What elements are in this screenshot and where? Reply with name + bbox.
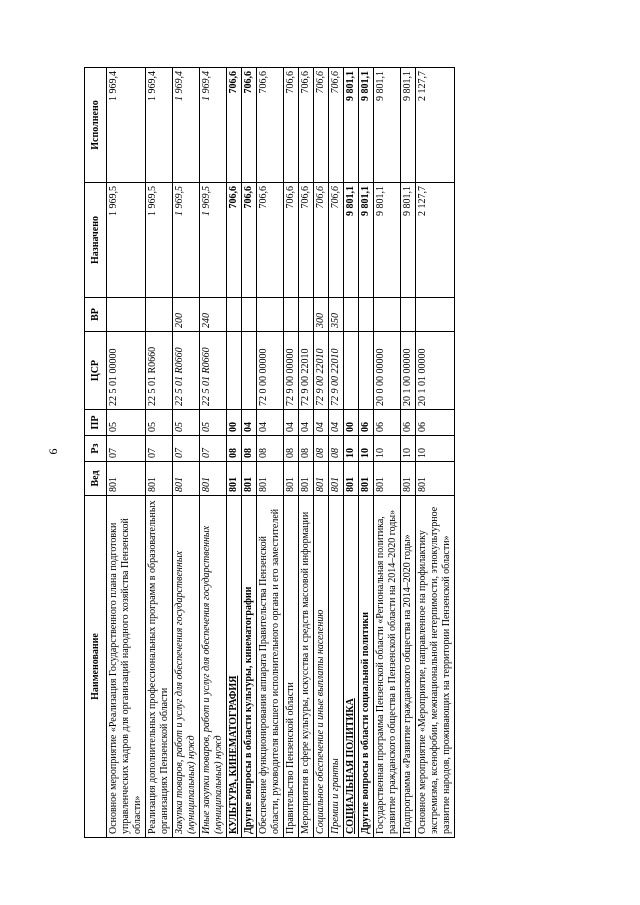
cell-rz: 10 [359,436,374,462]
cell-csr: 22 5 01 R0660 [173,332,200,410]
cell-csr: 72 9 00 00000 [284,332,299,410]
cell-executed: 9 801,1 [344,68,359,183]
cell-rz: 08 [314,436,329,462]
cell-csr: 72 9 00 22010 [329,332,344,410]
cell-pr: 04 [314,410,329,436]
cell-csr: 20 0 00 00000 [374,332,401,410]
cell-vr: 240 [200,298,227,332]
cell-vr [146,298,173,332]
table-row [359,68,374,838]
cell-executed: 9 801,1 [374,68,401,183]
cell-rz: 08 [227,436,242,462]
cell-rz: 08 [329,436,344,462]
cell-pr: 04 [329,410,344,436]
cell-assigned: 1 969,5 [146,183,173,298]
cell-executed: 706,6 [314,68,329,183]
column-header-ved: Вед [85,462,107,496]
cell-executed: 1 969,4 [146,68,173,183]
cell-executed: 706,6 [227,68,242,183]
cell-assigned: 9 801,1 [344,183,359,298]
cell-assigned: 1 969,5 [107,183,146,298]
column-header-name: Наименование [85,496,107,838]
cell-pr: 04 [284,410,299,436]
cell-name: Премии и гранты [329,496,344,838]
column-header-assigned: Назначено [85,183,107,298]
cell-assigned: 706,6 [299,183,314,298]
cell-csr: 72 9 00 22010 [314,332,329,410]
cell-ved: 801 [416,462,455,496]
cell-csr: 20 1 00 00000 [401,332,416,410]
cell-name: Другие вопросы в области социальной политики [359,496,374,838]
cell-name: Социальное обеспечение и иные выплаты населению [314,496,329,838]
cell-vr [257,298,284,332]
header-row [85,68,107,838]
cell-csr [227,332,242,410]
cell-ved: 801 [401,462,416,496]
cell-executed: 9 801,1 [359,68,374,183]
cell-name: СОЦИАЛЬНАЯ ПОЛИТИКА [344,496,359,838]
cell-pr: 04 [299,410,314,436]
cell-pr: 05 [173,410,200,436]
cell-vr: 200 [173,298,200,332]
cell-csr [359,332,374,410]
table-body [107,68,455,838]
cell-executed: 2 127,7 [416,68,455,183]
cell-assigned: 9 801,1 [401,183,416,298]
cell-rz: 07 [146,436,173,462]
cell-rz: 07 [200,436,227,462]
cell-ved: 801 [314,462,329,496]
cell-pr: 06 [416,410,455,436]
column-header-pr: ПР [85,410,107,436]
cell-executed: 1 969,4 [200,68,227,183]
column-header-rz: Рз [85,436,107,462]
cell-csr: 22 5 01 00000 [107,332,146,410]
cell-assigned: 1 969,5 [173,183,200,298]
cell-pr: 04 [242,410,257,436]
column-header-csr: ЦСР [85,332,107,410]
cell-ved: 801 [329,462,344,496]
cell-name: Закупка товаров, работ и услуг для обеспечения государственных (муниципальных) нужд [173,496,200,838]
cell-csr [242,332,257,410]
cell-assigned: 1 969,5 [200,183,227,298]
cell-pr: 05 [146,410,173,436]
cell-executed: 706,6 [257,68,284,183]
cell-name: Другие вопросы в области культуры, кинематографии [242,496,257,838]
table-row [227,68,242,838]
cell-vr [242,298,257,332]
column-header-executed: Исполнено [85,68,107,183]
table-row [344,68,359,838]
cell-executed: 1 969,4 [173,68,200,183]
cell-name: КУЛЬТУРА, КИНЕМАТОГРАФИЯ [227,496,242,838]
cell-csr: 72 0 00 00000 [257,332,284,410]
cell-pr: 05 [107,410,146,436]
cell-rz: 10 [344,436,359,462]
cell-executed: 706,6 [299,68,314,183]
cell-ved: 801 [107,462,146,496]
cell-executed: 706,6 [329,68,344,183]
table-row [146,68,173,838]
cell-ved: 801 [173,462,200,496]
cell-pr: 00 [344,410,359,436]
cell-assigned: 9 801,1 [359,183,374,298]
cell-vr [299,298,314,332]
table-row [200,68,227,838]
cell-ved: 801 [344,462,359,496]
cell-rz: 08 [257,436,284,462]
cell-rz: 08 [242,436,257,462]
cell-ved: 801 [299,462,314,496]
cell-pr: 06 [401,410,416,436]
cell-assigned: 706,6 [227,183,242,298]
cell-vr [359,298,374,332]
cell-ved: 801 [242,462,257,496]
table-row [314,68,329,838]
cell-rz: 07 [173,436,200,462]
cell-vr [107,298,146,332]
cell-assigned: 706,6 [257,183,284,298]
cell-rz: 08 [299,436,314,462]
table-row [416,68,455,838]
cell-vr [344,298,359,332]
cell-ved: 801 [284,462,299,496]
rotated-table-container [84,68,621,838]
cell-pr: 06 [359,410,374,436]
cell-vr [374,298,401,332]
cell-ved: 801 [146,462,173,496]
cell-pr: 06 [374,410,401,436]
cell-assigned: 706,6 [314,183,329,298]
cell-assigned: 2 127,7 [416,183,455,298]
cell-name: Государственная программа Пензенской области «Региональная политика, развитие гражданского общества в Пензенской области на 2014–2020 годы» [374,496,401,838]
cell-ved: 801 [227,462,242,496]
cell-assigned: 9 801,1 [374,183,401,298]
table-row [329,68,344,838]
cell-csr: 20 1 01 00000 [416,332,455,410]
cell-assigned: 706,6 [329,183,344,298]
cell-name: Реализация дополнительных профессиональных программ в образовательных организациях Пензенской области [146,496,173,838]
cell-name: Обеспечение функционирования аппарата Правительства Пензенской области, руководителя высшего исполнительного органа и его заместителей [257,496,284,838]
budget-table [84,67,455,838]
cell-rz: 07 [107,436,146,462]
column-header-vr: ВР [85,298,107,332]
table-row [299,68,314,838]
cell-assigned: 706,6 [242,183,257,298]
table-row [107,68,146,838]
table-row [401,68,416,838]
cell-pr: 00 [227,410,242,436]
cell-ved: 801 [257,462,284,496]
cell-name: Подпрограмма «Развитие гражданского общества на 2014–2020 годы» [401,496,416,838]
cell-ved: 801 [359,462,374,496]
cell-vr [284,298,299,332]
cell-rz: 10 [374,436,401,462]
cell-rz: 10 [401,436,416,462]
cell-name: Основное мероприятие «Мероприятие, направленное на профилактику экстремизма, ксенофобии, межнациональной нетерпимости, этнокультурное развитие народов, проживающих на территории Пензенской области» [416,496,455,838]
cell-csr: 22 5 01 R0660 [200,332,227,410]
table-row [284,68,299,838]
cell-rz: 10 [416,436,455,462]
cell-name: Мероприятия в сфере культуры, искусства и средств массовой информации [299,496,314,838]
cell-executed: 9 801,1 [401,68,416,183]
cell-vr [416,298,455,332]
cell-vr [401,298,416,332]
cell-csr: 22 5 01 R0660 [146,332,173,410]
cell-csr: 72 9 00 22010 [299,332,314,410]
cell-pr: 05 [200,410,227,436]
cell-name: Основное мероприятие «Реализация Государственного плана подготовки управленческих кадров для организаций народного хозяйства Пензенской области» [107,496,146,838]
cell-vr [227,298,242,332]
cell-rz: 08 [284,436,299,462]
cell-executed: 706,6 [284,68,299,183]
cell-pr: 04 [257,410,284,436]
cell-name: Иные закупки товаров, работ и услуг для обеспечения государственных (муниципальных) нужд [200,496,227,838]
cell-vr: 300 [314,298,329,332]
table-row [242,68,257,838]
cell-executed: 706,6 [242,68,257,183]
cell-csr [344,332,359,410]
page-number: 9 [46,448,61,455]
table-row [257,68,284,838]
cell-ved: 801 [200,462,227,496]
cell-assigned: 706,6 [284,183,299,298]
cell-name: Правительство Пензенской области [284,496,299,838]
table-row [173,68,200,838]
cell-vr: 350 [329,298,344,332]
cell-ved: 801 [374,462,401,496]
cell-executed: 1 969,4 [107,68,146,183]
table-row [374,68,401,838]
